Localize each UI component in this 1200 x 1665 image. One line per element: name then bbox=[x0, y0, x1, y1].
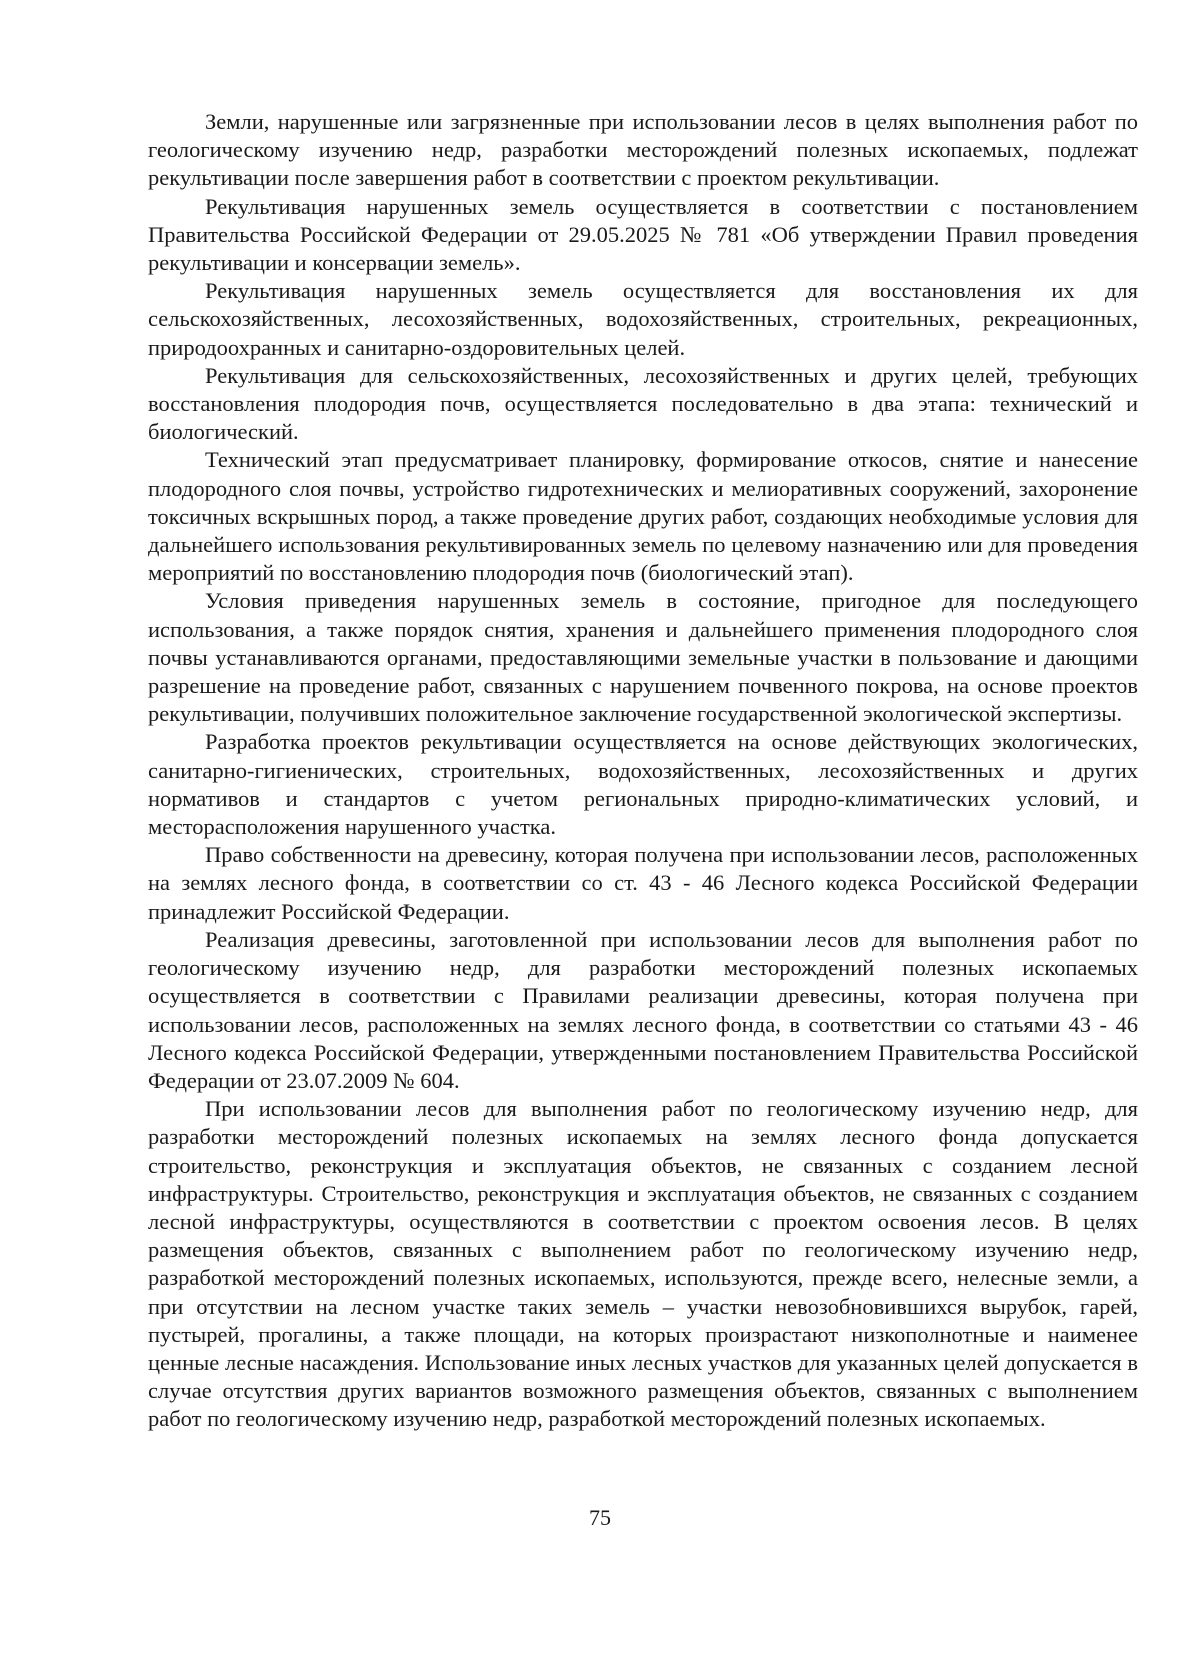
document-body bbox=[148, 108, 1138, 1434]
paragraph-10: При использовании лесов для выполнения работ по геологическому изучению недр, для разработки месторождений полезных ископаемых на землях лесного фонда допускается строительство, реконструкция и эксплуатация объектов, не связанных с созданием лесной инфраструктуры. Строительство, реконструкция и эксплуатация объектов, не связанных с созданием лесной инфраструктуры, осуществляются в соответствии с проектом освоения лесов. В целях размещения объектов, связанных с выполнением работ по геологическому изучению недр, разработкой месторождений полезных ископаемых, используются, прежде всего, нелесные земли, а при отсутствии на лесном участке таких земель – участки невозобновившихся вырубок, гарей, пустырей, прогалины, а также площади, на которых произрастают низкополнотные и наименее ценные лесные насаждения. Использование иных лесных участков для указанных целей допускается в случае отсутствия других вариантов возможного размещения объектов, связанных с выполнением работ по геологическому изучению недр, разработкой месторождений полезных ископаемых. bbox=[148, 1096, 1138, 1432]
paragraph-6: Условия приведения нарушенных земель в состояние, пригодное для последующего использования, а также порядок снятия, хранения и дальнейшего применения плодородного слоя почвы устанавливаются органами, предоставляющими земельные участки в пользование и дающими разрешение на проведение работ, связанных с нарушением почвенного покрова, на основе проектов рекультивации, получивших положительное заключение государственной экологической экспертизы. bbox=[148, 588, 1138, 727]
paragraph-7: Разработка проектов рекультивации осуществляется на основе действующих экологических, санитарно-гигиенических, строительных, водохозяйственных, лесохозяйственных и других нормативов и стандартов с учетом региональных природно-климатических условий, и месторасположения нарушенного участка. bbox=[148, 729, 1138, 840]
paragraph-9: Реализация древесины, заготовленной при использовании лесов для выполнения работ по геологическому изучению недр, для разработки месторождений полезных ископаемых осуществляется в соответствии с Правилами реализации древесины, которая получена при использовании лесов, расположенных на землях лесного фонда, в соответствии со статьями 43 - 46 Лесного кодекса Российской Федерации, утвержденными постановлением Правительства Российской Федерации от 23.07.2009 № 604. bbox=[148, 926, 1138, 1093]
paragraph-8: Право собственности на древесину, которая получена при использовании лесов, расположенных на землях лесного фонда, в соответствии со ст. 43 - 46 Лесного кодекса Российской Федерации принадлежит Российской Федерации. bbox=[148, 842, 1138, 924]
paragraph-1: Земли, нарушенные или загрязненные при использовании лесов в целях выполнения работ по геологическому изучению недр, разработки месторождений полезных ископаемых, подлежат рекультивации после завершения работ в соответствии с проектом рекультивации. bbox=[148, 109, 1138, 191]
paragraph-3: Рекультивация нарушенных земель осуществляется для восстановления их для сельскохозяйственных, лесохозяйственных, водохозяйственных, строительных, рекреационных, природоохранных и санитарно-оздоровительных целей. bbox=[148, 278, 1138, 360]
paragraph-5: Технический этап предусматривает планировку, формирование откосов, снятие и нанесение плодородного слоя почвы, устройство гидротехнических и мелиоративных сооружений, захоронение токсичных вскрышных пород, а также проведение других работ, создающих необходимые условия для дальнейшего использования рекультивированных земель по целевому назначению или для проведения мероприятий по восстановлению плодородия почв (биологический этап). bbox=[148, 447, 1138, 586]
paragraph-4: Рекультивация для сельскохозяйственных, лесохозяйственных и других целей, требующих восстановления плодородия почв, осуществляется последовательно в два этапа: технический и биологический. bbox=[148, 362, 1138, 445]
paragraph-2: Рекультивация нарушенных земель осуществляется в соответствии с постановлением Правительства Российской Федерации от 29.05.2025 № 781 «Об утверждении Правил проведения рекультивации и консервации земель». bbox=[148, 193, 1138, 276]
page-number: 75 bbox=[589, 1505, 611, 1530]
